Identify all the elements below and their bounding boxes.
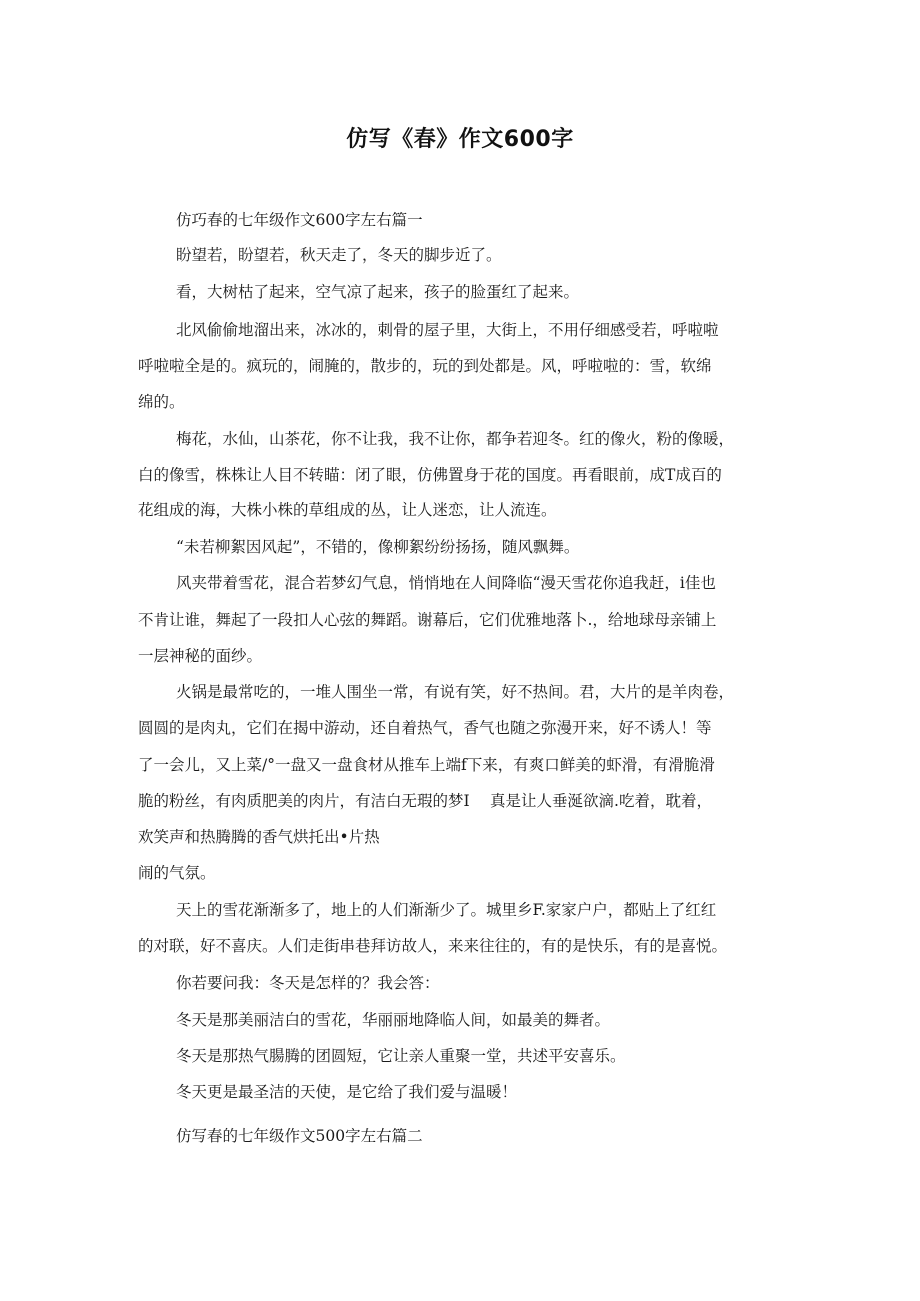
text-line: 梅花，水仙，山茶花，你不让我，我不让你，都争若迎冬。红的像火，粉的像暖， [176,430,735,448]
text-line: 天上的雪花渐渐多了，地上的人们渐渐少了。城里乡F.家家户户，都贴上了红红 [176,901,717,919]
section-heading-1: 仿巧春的七年级作文600字左右篇一 [176,211,423,229]
text-line: 冬天是那热气腸腾的团圆短，它让亲人重聚一堂，共述平安喜乐。 [176,1047,626,1065]
text-line: 的对联，好不喜庆。人们走街串巷拜访故人，来来往往的，有的是快乐，有的是喜悦。 [138,937,728,955]
text-line: 冬天是那美丽洁白的雪花，华丽丽地降临人间，如最美的舞者。 [176,1011,611,1029]
document-title: 仿写《春》作文600字 [346,127,574,152]
text-line: 呼啦啦全是的。疯玩的，闹腌的，散步的，玩的到处都是。风，呼啦啦的：雪，软绵 [138,357,712,375]
text-line: 花组成的海，大株小株的草组成的丛，让人迷恋，让人流连。 [138,501,557,519]
text-line: 风夹带着雪花，混合若梦幻气息，悄悄地在人间降临“漫天雪花你追我赶，i佳也 [176,574,716,592]
text-line: 脆的粉丝，有肉质肥美的肉片，有洁白无瑕的梦I 真是让人垂涎欲滴.吃着，耽着， [138,792,712,810]
text-line: 闹的气氛。 [138,864,216,882]
text-line: 绵的。 [138,393,185,411]
text-line: 不肯让谁，舞起了一段扣人心弦的舞蹈。谢幕后，它们优雅地落卜.，给地球母亲铺上 [138,611,717,629]
text-line: 冬天更是最圣洁的天使，是它给了我们爱与温暖！ [176,1083,518,1101]
section-heading-2: 仿写春的七年级作文500字左右篇二 [176,1127,423,1145]
text-line: 看，大树枯了起来，空气凉了起来，孩子的脸蛋红了起来。 [176,283,580,301]
text-line: 一层神秘的面纱。 [138,647,263,665]
text-line: 火锅是最常吃的，一堆人围坐一常，有说有笑，好不热间。君，大片的是羊肉卷， [176,683,735,701]
text-line: 盼望若，盼望若，秋天走了，冬天的脚步近了。 [176,246,502,264]
text-line: “未若柳絮因风起”，不错的，像柳絮纷纷扬扬，随风飘舞。 [176,538,580,556]
text-line: 你若要问我：冬天是怎样的？我会答： [176,974,440,992]
text-line: 欢笑声和热腾腾的香气烘托出•片热 [138,828,380,846]
text-line: 了一会儿，又上菜/°一盘又一盘食材从推车上端f下来，有爽口鲜美的虾滑，有滑脆滑 [138,756,715,774]
text-line: 北风偷偷地溜出来，冰冰的，刺骨的屋子里，大街上，不用仔细感受若，呼啦啦 [176,321,719,339]
text-line: 圆圆的是肉丸，它们在揭中游动，还自着热气，香气也随之弥漫开来，好不诱人！等 [138,719,712,737]
text-line: 白的像雪，株株让人目不转瞄：闭了眼，仿佛置身于花的国度。再看眼前，成T成百的 [138,466,722,484]
